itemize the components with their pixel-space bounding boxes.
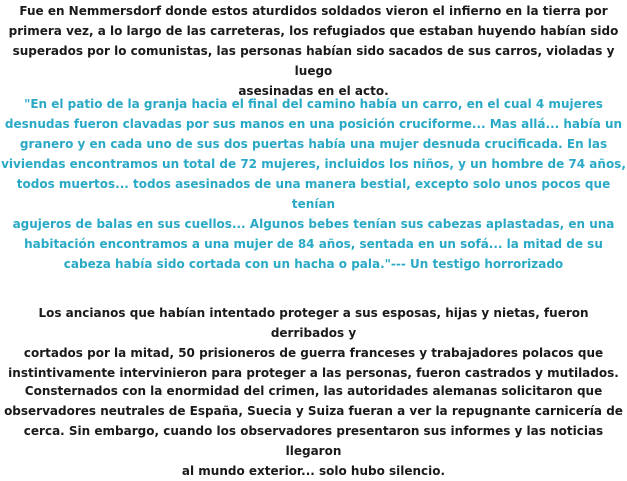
intro-paragraph: Fue en Nemmersdorf donde estos aturdidos soldados vieron el infierno en la tierra por primera vez, a lo largo de las carreteras, los refugiados que estaban huyendo habían sido superados por lo comunistas, las personas habían sido sacados de sus carros, violadas y luego asesinadas en el acto. — [8, 4, 619, 98]
elders-paragraph: Los ancianos que habían intentado proteger a sus esposas, hijas y nietas, fueron derribados y cortados por la mitad, 50 prisioneros de guerra franceses y trabajadores polacos que instintivamente intervinieron para proteger a las personas, fueron castrados y mutilados. — [8, 306, 619, 380]
observers-paragraph: Consternados con la enormidad del crimen, las autoridades alemanas solicitaron que observadores neutrales de España, Suecia y Suiza fueran a ver la repugnante carnicería de cerca. Sin embargo, cuando los observadores presentaron sus informes y las noticias llegaron al mundo exterior... solo hubo silencio. — [4, 384, 623, 478]
witness-quote: "En el patio de la granja hacia el final del camino había un carro, en el cual 4 mujeres desnudas fueron clavadas por sus manos en una posición cruciforme... Mas allá... había un granero y en cada uno de sus dos puertas había una mujer desnuda crucificada. En las viviendas encontramos un total de 72 mujeres, incluidos los niños, y un hombre de 74 años, todos muertos... todos asesinados de una manera bestial, excepto solo unos pocos que tenían agujeros de balas en sus cuellos... Algunos bebes tenían sus cabezas aplastadas, en una habitación encontramos a una mujer de 84 años, sentada en un sofá... la mitad de su cabeza había sido cortada con un hacha o pala."--- Un testigo horrorizado — [1, 97, 626, 271]
